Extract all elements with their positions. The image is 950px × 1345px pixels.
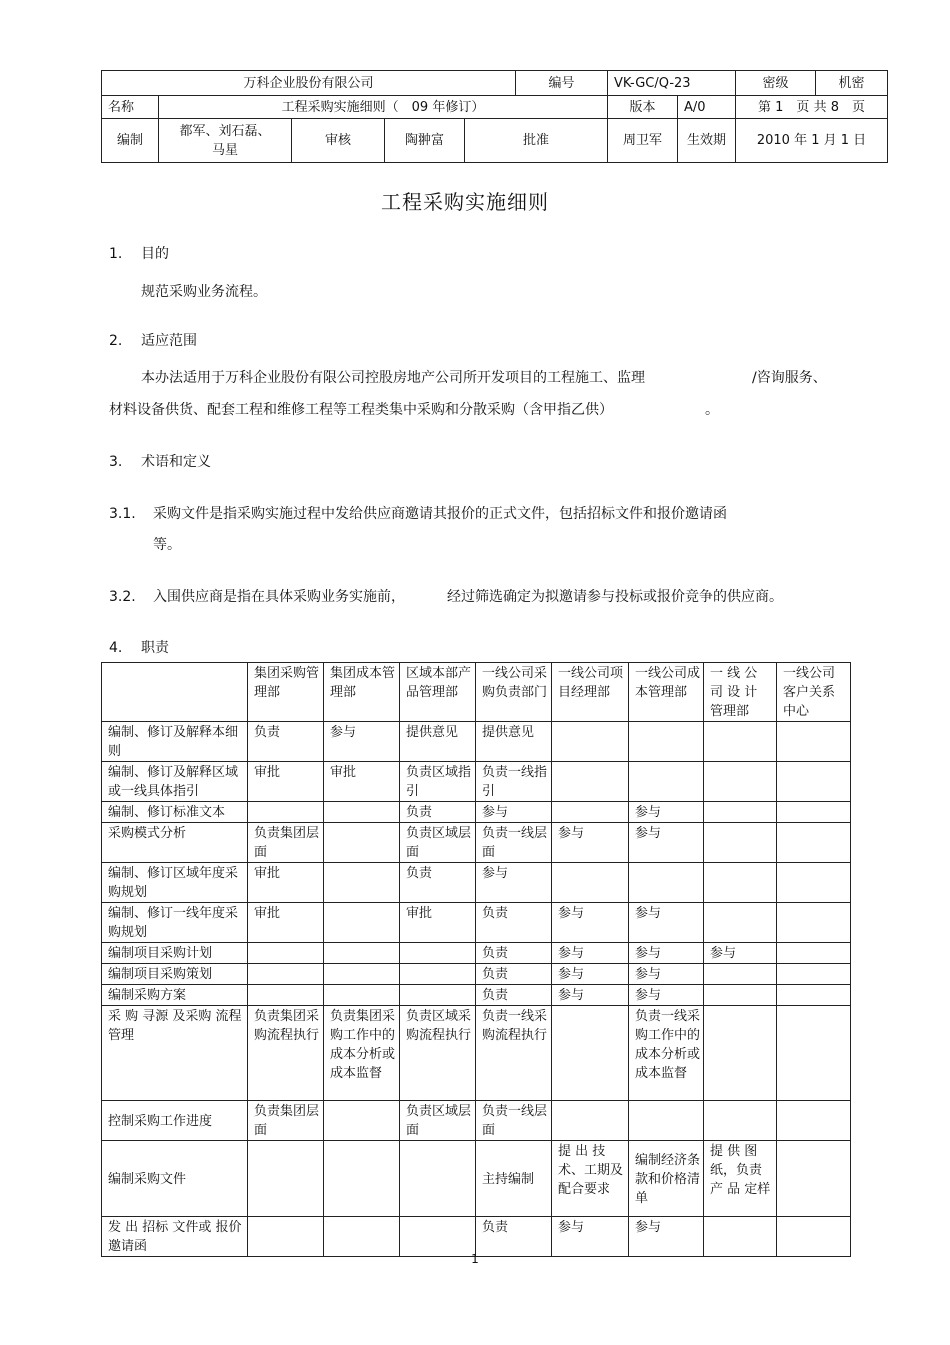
table-row [102,762,851,802]
role-cell: 负责区域层面 [400,1101,476,1141]
role-cell [552,762,629,802]
role-cell [629,1101,704,1141]
role-cell: 参与 [629,823,704,863]
role-cell: 参与 [476,802,552,823]
role-cell: 负责区域采购流程执行 [400,1006,476,1101]
role-cell [704,964,777,985]
role-cell: 审批 [248,903,324,943]
role-cell [777,802,851,823]
role-cell: 参与 [552,985,629,1006]
section-3-title: 术语和定义 [141,454,211,470]
name-value: 工程采购实施细则（ 09 年修订） [159,96,608,119]
author-value-line1: 都军、刘石磊、 [179,123,271,139]
section-4-number: 4. [109,640,123,656]
role-cell [552,802,629,823]
role-cell: 审批 [324,762,400,802]
role-cell: 提 供 图纸，负责产 品 定样 [704,1141,777,1217]
role-cell [400,1217,476,1257]
task-cell: 编制、修订一线年度采购规划 [102,903,248,943]
role-cell: 参与 [552,943,629,964]
role-cell: 审批 [400,903,476,943]
secret-value: 机密 [816,71,888,96]
table-header-cell [102,663,248,722]
table-row [102,943,851,964]
task-cell: 编制、修订标准文本 [102,802,248,823]
table-row [102,964,851,985]
role-cell: 审批 [248,863,324,903]
page-info: 第 1 页 共 8 页 [736,96,888,119]
section-2-body-line2: 材料设备供货、配套工程和维修工程等工程类集中采购和分散采购（含甲指乙供） [109,402,613,418]
section-2-body-line2-tail: 。 [705,402,719,418]
role-cell [777,762,851,802]
role-cell: 参与 [552,964,629,985]
table-row [102,903,851,943]
role-cell [704,802,777,823]
version-value: A/0 [678,96,736,119]
role-cell [704,762,777,802]
role-cell: 审批 [248,762,324,802]
role-cell: 负责 [476,943,552,964]
role-cell [324,985,400,1006]
table-row [102,722,851,762]
role-cell: 负责 [248,722,324,762]
effective-value: 2010 年 1 月 1 日 [736,119,888,163]
role-cell: 参与 [629,1217,704,1257]
role-cell [324,964,400,985]
table-header-cell: 集团成本管理部 [324,663,400,722]
responsibility-table [101,662,851,1257]
role-cell: 参与 [552,823,629,863]
role-cell [777,1141,851,1217]
role-cell: 参与 [704,943,777,964]
role-cell [704,1101,777,1141]
role-cell [777,1217,851,1257]
role-cell [704,985,777,1006]
table-row [102,802,851,823]
task-cell: 控制采购工作进度 [102,1101,248,1141]
name-label: 名称 [102,96,159,119]
role-cell: 参与 [629,985,704,1006]
section-1-number: 1. [109,246,123,262]
role-cell: 负责一线采购流程执行 [476,1006,552,1101]
role-cell [400,1141,476,1217]
role-cell [777,1006,851,1101]
role-cell [248,985,324,1006]
role-cell [629,722,704,762]
section-2-title: 适应范围 [141,333,197,349]
task-cell: 编制采购文件 [102,1141,248,1217]
table-row [102,823,851,863]
role-cell: 参与 [629,943,704,964]
role-cell: 提供意见 [476,722,552,762]
section-3-1-line2: 等。 [153,537,181,553]
task-cell: 发 出 招标 文件或 报价邀请函 [102,1217,248,1257]
role-cell: 负责一线指引 [476,762,552,802]
table-header-cell: 一 线 公 司 设 计 管理部 [704,663,777,722]
role-cell [400,964,476,985]
table-row [102,1141,851,1217]
table-row [102,985,851,1006]
code-value: VK-GC/Q-23 [608,71,736,96]
table-header-cell: 集团采购管理部 [248,663,324,722]
role-cell: 负责一线层面 [476,1101,552,1141]
author-value-line2: 马星 [211,142,238,158]
role-cell [704,903,777,943]
author-value [159,119,292,163]
role-cell [552,722,629,762]
role-cell: 负责 [400,802,476,823]
role-cell [777,964,851,985]
code-label: 编号 [516,71,608,96]
document-header-table [101,70,888,163]
author-label: 编制 [102,119,159,163]
section-3-2-text-a: 入围供应商是指在具体采购业务实施前， [153,589,405,605]
role-cell [248,943,324,964]
section-2-body-line1-tail: /咨询服务、 [752,370,827,386]
role-cell: 主持编制 [476,1141,552,1217]
role-cell: 参与 [629,802,704,823]
section-2-number: 2. [109,333,123,349]
role-cell: 参与 [629,964,704,985]
approver-value: 周卫军 [608,119,678,163]
role-cell [400,985,476,1006]
role-cell [552,1101,629,1141]
role-cell: 负责区域指引 [400,762,476,802]
role-cell: 提供意见 [400,722,476,762]
role-cell: 负责集团层面 [248,823,324,863]
role-cell: 负责集团采购工作中的成本分析或成本监督 [324,1006,400,1101]
table-header-row [102,663,851,722]
document-title: 工程采购实施细则 [381,190,549,214]
table-header-cell: 一线公司采购负责部门 [476,663,552,722]
section-2-body-line1: 本办法适用于万科企业股份有限公司控股房地产公司所开发项目的工程施工、监理 [141,370,645,386]
section-3-2-text-b: 经过筛选确定为拟邀请参与投标或报价竞争的供应商。 [447,589,783,605]
role-cell [248,1141,324,1217]
role-cell [324,823,400,863]
role-cell: 参与 [629,903,704,943]
reviewer-value: 陶翀富 [385,119,465,163]
table-header-cell: 一线公司客户关系中心 [777,663,851,722]
role-cell [248,1217,324,1257]
section-3-2-number: 3.2. [109,589,136,605]
role-cell [629,863,704,903]
page-number: 1 [471,1252,479,1266]
role-cell [777,985,851,1006]
role-cell: 负责集团采购流程执行 [248,1006,324,1101]
role-cell [400,943,476,964]
role-cell [704,1217,777,1257]
table-row [102,1217,851,1257]
role-cell [704,1006,777,1101]
role-cell: 负责 [476,985,552,1006]
role-cell [324,943,400,964]
approver-label: 批准 [465,119,608,163]
role-cell: 参与 [324,722,400,762]
company-name: 万科企业股份有限公司 [102,71,516,96]
task-cell: 编制项目采购策划 [102,964,248,985]
section-1-body: 规范采购业务流程。 [141,284,267,300]
section-4-title: 职责 [141,640,169,656]
role-cell: 负责 [476,903,552,943]
role-cell [704,722,777,762]
version-label: 版本 [608,96,678,119]
role-cell [248,964,324,985]
role-cell [324,1141,400,1217]
task-cell: 采购模式分析 [102,823,248,863]
role-cell [777,823,851,863]
role-cell: 负责一线采购工作中的成本分析或成本监督 [629,1006,704,1101]
table-header-cell: 一线公司项目经理部 [552,663,629,722]
role-cell: 提 出 技术、工期及配合要求 [552,1141,629,1217]
table-header-cell: 区域本部产品管理部 [400,663,476,722]
role-cell: 负责 [400,863,476,903]
secret-label: 密级 [736,71,816,96]
role-cell [324,903,400,943]
table-row [102,1101,851,1141]
task-cell: 编制采购方案 [102,985,248,1006]
role-cell [777,943,851,964]
role-cell [629,762,704,802]
section-1-title: 目的 [141,246,169,262]
role-cell [324,1101,400,1141]
role-cell [777,903,851,943]
section-3-1-number: 3.1. [109,506,136,522]
section-3-number: 3. [109,454,123,470]
role-cell: 参与 [552,903,629,943]
task-cell: 编制、修订区域年度采购规划 [102,863,248,903]
table-row [102,1006,851,1101]
role-cell [248,802,324,823]
table-header-cell: 一线公司成本管理部 [629,663,704,722]
task-cell: 编制、修订及解释本细则 [102,722,248,762]
role-cell: 负责 [476,1217,552,1257]
role-cell: 负责 [476,964,552,985]
role-cell: 编制经济条款和价格清单 [629,1141,704,1217]
role-cell: 参与 [552,1217,629,1257]
role-cell [777,722,851,762]
role-cell [552,1006,629,1101]
task-cell: 编制项目采购计划 [102,943,248,964]
role-cell [777,1101,851,1141]
task-cell: 采 购 寻源 及采购 流程管理 [102,1006,248,1101]
effective-label: 生效期 [678,119,736,163]
role-cell [777,863,851,903]
role-cell: 参与 [476,863,552,903]
role-cell [704,823,777,863]
reviewer-label: 审核 [292,119,385,163]
role-cell: 负责集团层面 [248,1101,324,1141]
section-3-1-line1: 采购文件是指采购实施过程中发给供应商邀请其报价的正式文件，包括招标文件和报价邀请函 [153,506,727,522]
role-cell [704,863,777,903]
table-row [102,863,851,903]
role-cell [324,1217,400,1257]
role-cell: 负责区域层面 [400,823,476,863]
role-cell: 负责一线层面 [476,823,552,863]
task-cell: 编制、修订及解释区域或一线具体指引 [102,762,248,802]
role-cell [324,802,400,823]
role-cell [324,863,400,903]
role-cell [552,863,629,903]
